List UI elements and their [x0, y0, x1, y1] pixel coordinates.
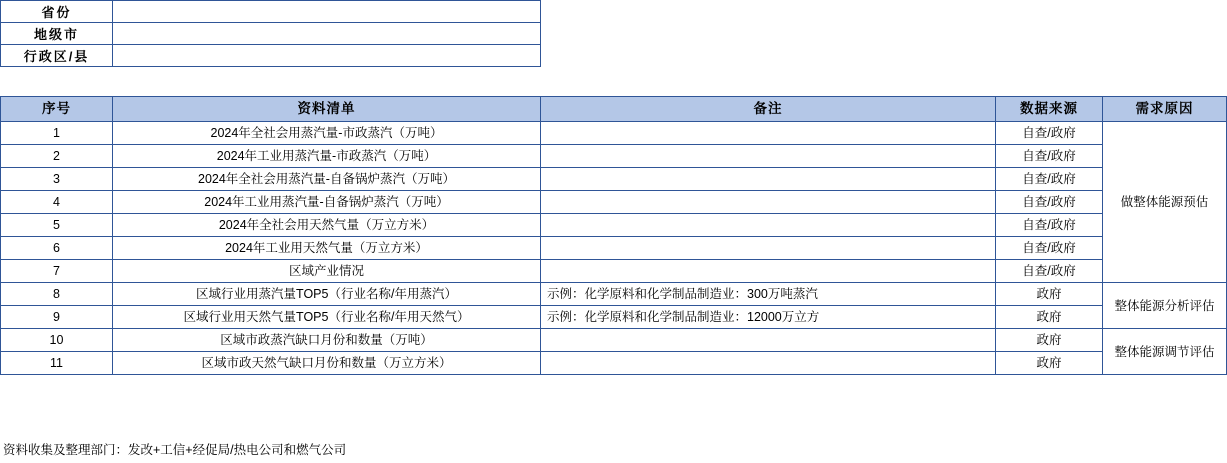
table-row [1, 283, 1227, 306]
cell-remark [541, 122, 996, 145]
table-row [1, 168, 1227, 191]
location-row-city [1, 23, 1227, 45]
blank-cell [541, 1, 996, 23]
table-row [1, 260, 1227, 283]
province-label: 省份 [1, 1, 113, 23]
cell-no: 1 [1, 122, 113, 145]
header-item: 资料清单 [113, 97, 541, 122]
cell-no: 11 [1, 352, 113, 375]
table-row [1, 214, 1227, 237]
cell-reason: 做整体能源预估 [1103, 122, 1227, 283]
cell-item: 区域市政天然气缺口月份和数量（万立方米） [113, 352, 541, 375]
cell-source: 自查/政府 [996, 237, 1103, 260]
cell-source: 政府 [996, 329, 1103, 352]
cell-item: 2024年工业用天然气量（万立方米） [113, 237, 541, 260]
cell-no: 7 [1, 260, 113, 283]
cell-remark [541, 260, 996, 283]
cell-remark: 示例：化学原料和化学制品制造业：300万吨蒸汽 [541, 283, 996, 306]
cell-remark [541, 237, 996, 260]
cell-source: 自查/政府 [996, 168, 1103, 191]
cell-remark [541, 329, 996, 352]
table-footer-gap [0, 404, 1227, 434]
blank-cell [996, 1, 1103, 23]
cell-no: 10 [1, 329, 113, 352]
blank-cell [1103, 45, 1227, 67]
district-input[interactable] [113, 45, 541, 67]
cell-source: 自查/政府 [996, 191, 1103, 214]
province-input[interactable] [113, 1, 541, 23]
location-row-district [1, 45, 1227, 67]
city-label: 地级市 [1, 23, 113, 45]
footer-note: 资料收集及整理部门：发改+工信+经促局/热电公司和燃气公司 [3, 443, 347, 457]
blank-cell [1103, 1, 1227, 23]
blank-cell [1103, 23, 1227, 45]
blank-cell [996, 23, 1103, 45]
cell-no: 3 [1, 168, 113, 191]
cell-source: 政府 [996, 352, 1103, 375]
cell-source: 自查/政府 [996, 260, 1103, 283]
table-row [1, 352, 1227, 375]
cell-remark: 示例：化学原料和化学制品制造业：12000万立方 [541, 306, 996, 329]
cell-source: 自查/政府 [996, 122, 1103, 145]
cell-reason: 整体能源分析评估 [1103, 283, 1227, 329]
blank-cell [541, 23, 996, 45]
table-row [1, 122, 1227, 145]
cell-remark [541, 214, 996, 237]
header-reason: 需求原因 [1103, 97, 1227, 122]
table-row [1, 145, 1227, 168]
header-no: 序号 [1, 97, 113, 122]
cell-remark [541, 352, 996, 375]
cell-item: 2024年全社会用蒸汽量-市政蒸汽（万吨） [113, 122, 541, 145]
cell-reason: 整体能源调节评估 [1103, 329, 1227, 375]
table-row [1, 329, 1227, 352]
cell-no: 4 [1, 191, 113, 214]
location-form [0, 0, 1227, 67]
blank-cell [996, 45, 1103, 67]
cell-no: 5 [1, 214, 113, 237]
table-row [1, 306, 1227, 329]
table-row [1, 237, 1227, 260]
district-label: 行政区/县 [1, 45, 113, 67]
cell-item: 2024年工业用蒸汽量-自备锅炉蒸汽（万吨） [113, 191, 541, 214]
cell-item: 区域行业用蒸汽量TOP5（行业名称/年用蒸汽） [113, 283, 541, 306]
location-row-province [1, 1, 1227, 23]
blank-cell [541, 45, 996, 67]
cell-no: 2 [1, 145, 113, 168]
cell-source: 政府 [996, 283, 1103, 306]
cell-no: 6 [1, 237, 113, 260]
cell-item: 区域产业情况 [113, 260, 541, 283]
cell-item: 2024年全社会用蒸汽量-自备锅炉蒸汽（万吨） [113, 168, 541, 191]
city-input[interactable] [113, 23, 541, 45]
cell-source: 自查/政府 [996, 145, 1103, 168]
cell-remark [541, 191, 996, 214]
cell-item: 区域市政蒸汽缺口月份和数量（万吨） [113, 329, 541, 352]
cell-item: 区域行业用天然气量TOP5（行业名称/年用天然气） [113, 306, 541, 329]
cell-remark [541, 168, 996, 191]
materials-table [0, 96, 1227, 375]
table-row [1, 191, 1227, 214]
header-source: 数据来源 [996, 97, 1103, 122]
cell-no: 8 [1, 283, 113, 306]
cell-source: 自查/政府 [996, 214, 1103, 237]
table-header-row [1, 97, 1227, 122]
cell-item: 2024年全社会用天然气量（万立方米） [113, 214, 541, 237]
header-remark: 备注 [541, 97, 996, 122]
cell-item: 2024年工业用蒸汽量-市政蒸汽（万吨） [113, 145, 541, 168]
cell-remark [541, 145, 996, 168]
cell-source: 政府 [996, 306, 1103, 329]
cell-no: 9 [1, 306, 113, 329]
